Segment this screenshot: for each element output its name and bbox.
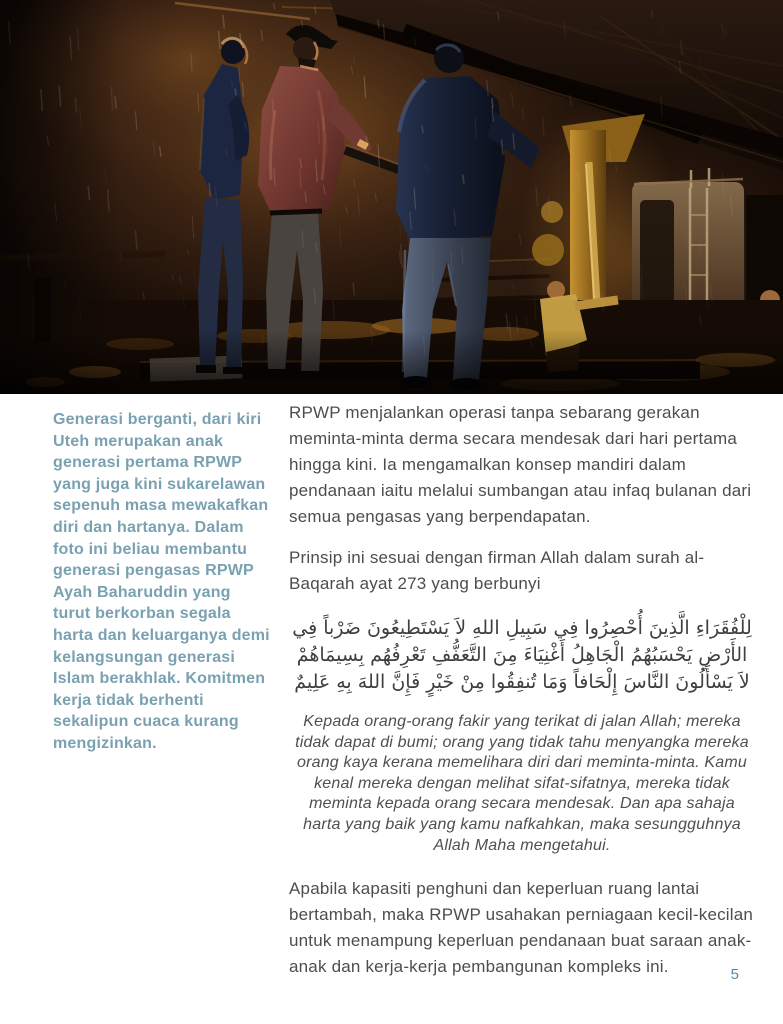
photo-caption-text: Generasi berganti, dari kiri Uteh merupakan anak generasi pertama RPWP yang juga kini sukarelawan sepenuh masa mewakafkan diri dan hartanya. Dalam foto ini beliau membantu generasi pengasas RPWP Ayah Baharuddin yang turut berkorban segala harta dan keluarganya demi kelangsungan generasi Islam berakhlak. Komitmen kerja tidak berhenti sekalipun cuaca kurang mengizinkan. (53, 411, 270, 752)
body-text-column (289, 400, 755, 995)
paragraph-closing: Apabila kapasiti penghuni dan keperluan ruang lantai bertambah, maka RPWP usahakan perniagaan kecil-kecilan untuk menampung keperluan pendanaan buat saraan anak-anak dan kerja-kerja pembangunan kompleks ini. (289, 879, 754, 977)
quran-verse-translation: Kepada orang-orang fakir yang terikat di jalan Allah; mereka tidak dapat di bumi; orang yang tidak tahu menyangka mereka orang kaya kerana memelihara diri dari meminta-minta. Kamu kenal mereka dengan melihat sifat-sifatnya, mereka tidak meminta kepada orang secara mendesak. Dan apa sahaja harta yang baik yang kamu nafkahkan, maka sesungguhnya Allah Maha mengetahui. (295, 713, 749, 854)
hero-photo (0, 0, 783, 394)
paragraph-principle: Prinsip ini sesuai dengan firman Allah dalam surah al-Baqarah ayat 273 yang berbunyi (289, 548, 705, 593)
hero-photo-graphic (0, 0, 783, 394)
photo-caption (53, 409, 271, 755)
quran-verse-arabic: لِلْفُقَرَاءِ الَّذِينَ أُحْصِرُوا فِي سَبِيلِ اللهِ لاَ يَسْتَطِيعُونَ ضَرْباً فِي الأَرْضِ يَحْسَبُهُمُ الْجَاهِلُ أَغْنِيَاءَ مِنَ التَّعَفُّفِ تَعْرِفُهُم بِسِيمَاهُمْ لاَ يَسْأَلُونَ النَّاسَ إِلْحَافاً وَمَا تُنفِقُوا مِنْ خَيْرٍ فَإِنَّ اللهَ بِهِ عَلِيمٌ (292, 617, 752, 693)
page-number: 5 (730, 966, 739, 983)
paragraph-intro: RPWP menjalankan operasi tanpa sebarang gerakan meminta-minta derma secara mendesak dari hari pertama hingga kini. Ia mengamalkan konsep mandiri dalam pendanaan iaitu melalui sumbangan atau infaq bulanan dari semua pengasas yang berpendapatan. (289, 403, 752, 526)
